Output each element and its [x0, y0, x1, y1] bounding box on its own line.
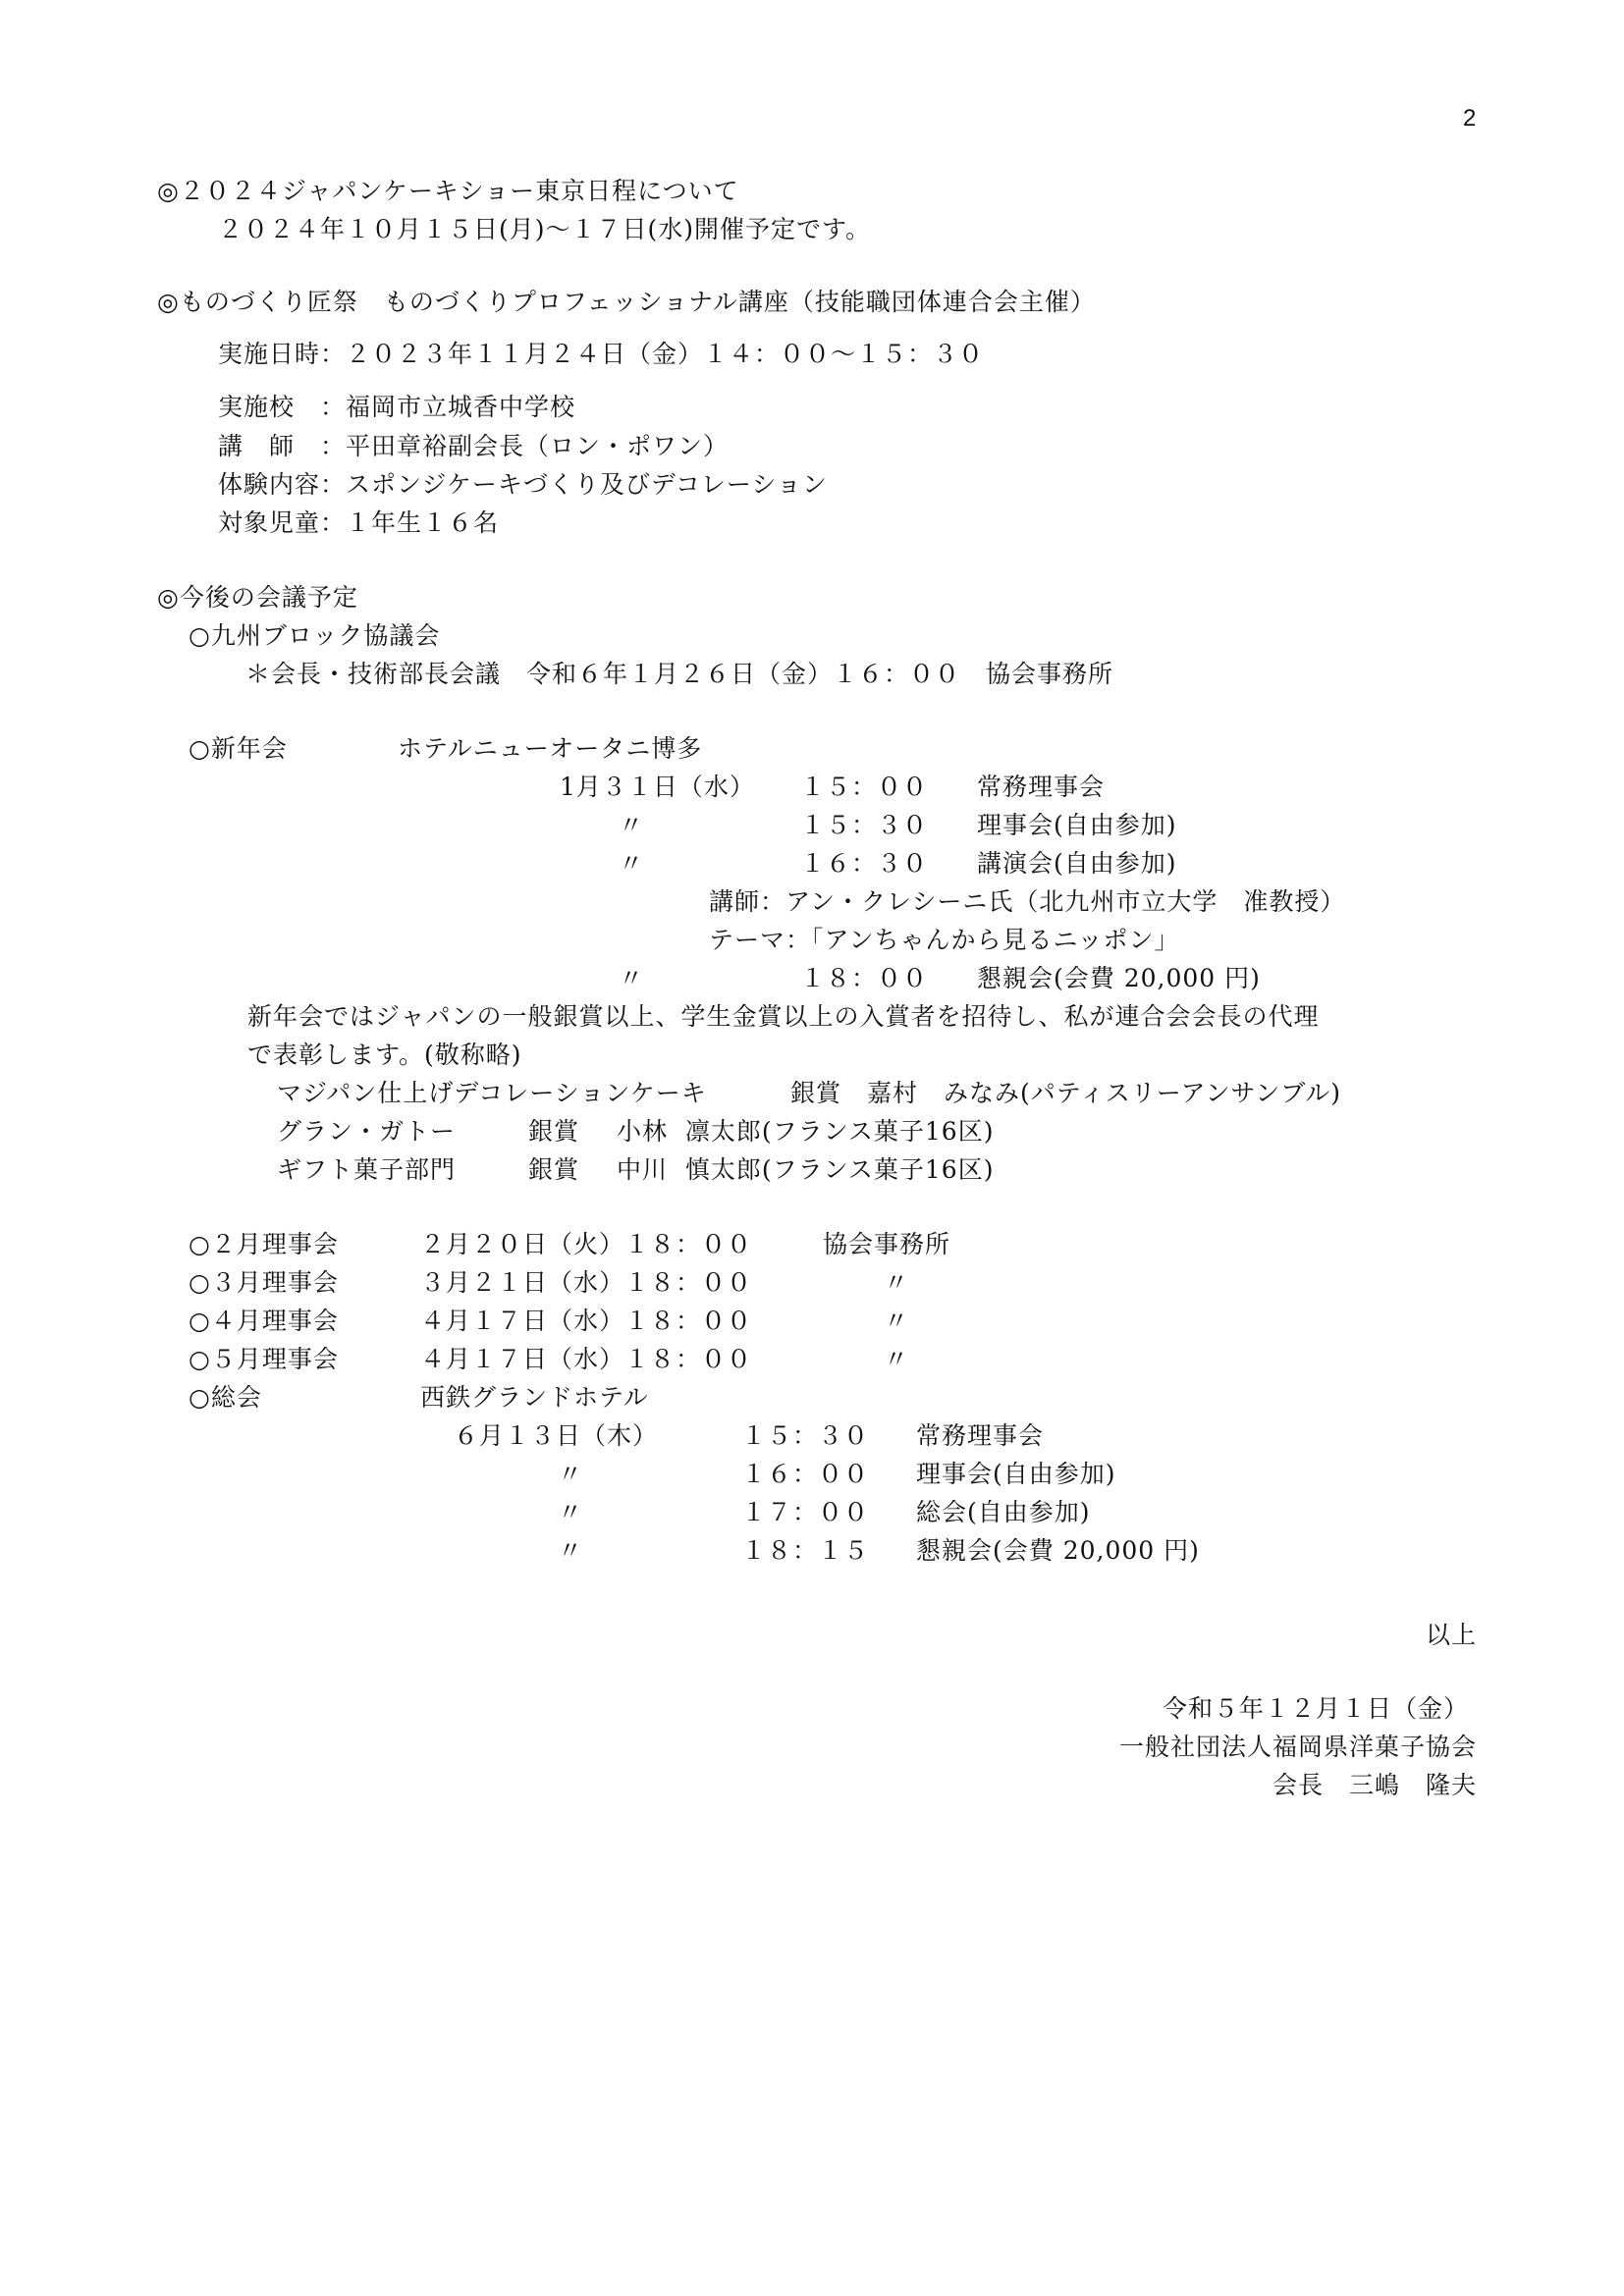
kyushu-item: ＊会長・技術部長会議 令和６年１月２６日（金）１６：００ 協会事務所 — [245, 660, 1114, 688]
schedule-date: 〃 — [558, 1460, 584, 1488]
schedule-time: １６：００ — [741, 1460, 870, 1488]
general-venue: 西鉄グランドホテル — [420, 1383, 649, 1412]
award-prize: 銀賞 — [528, 1155, 580, 1184]
schedule-date: 〃 — [619, 811, 645, 839]
award-category: ギフト菓子部門 — [277, 1155, 457, 1184]
board-name: ○３月理事会 — [189, 1268, 339, 1297]
schedule-time: １７：００ — [741, 1498, 870, 1526]
schedule-date: ６月１３日（木） — [454, 1421, 659, 1450]
board-date: ２月２０日（火）１８：００ — [420, 1230, 753, 1258]
schedule-date: 〃 — [558, 1498, 584, 1526]
schedule-time: １８：１５ — [741, 1536, 870, 1565]
page-number: 2 — [1463, 105, 1478, 132]
closing-date: 令和５年１２月１日（金） — [1162, 1694, 1469, 1723]
board-place: 〃 — [884, 1268, 910, 1297]
cake-show-detail: ２０２４年１０月１５日(月)～１７日(水)開催予定です。 — [218, 215, 872, 243]
general-title: ○総会 — [189, 1383, 262, 1412]
board-date: ４月１７日（水）１８：００ — [420, 1307, 753, 1335]
schedule-time: １８：００ — [800, 964, 929, 992]
schedule-event: 懇親会(会費 20,000 円) — [916, 1536, 1200, 1565]
speaker-line: 講師：アン・クレシーニ氏（北九州市立大学 准教授） — [709, 887, 1346, 916]
schedule-event: 懇親会(会費 20,000 円) — [977, 964, 1261, 992]
board-place: 〃 — [884, 1307, 910, 1335]
award-winner: 中川 慎太郎(フランス菓子16区) — [617, 1155, 995, 1184]
board-date: ３月２１日（水）１８：００ — [420, 1268, 753, 1297]
signatory: 会長 三嶋 隆夫 — [1272, 1771, 1477, 1799]
end-mark: 以上 — [1425, 1621, 1477, 1649]
award-prize: 銀賞 — [790, 1079, 842, 1107]
cake-show-heading: ◎２０２４ジャパンケーキショー東京日程について — [157, 177, 739, 205]
schedule-date: 1月３１日（水） — [560, 773, 755, 801]
new-year-note-line2: で表彰します。(敬称略) — [247, 1041, 522, 1069]
award-category: グラン・ガトー — [277, 1117, 457, 1146]
schedule-event: 常務理事会 — [977, 773, 1106, 801]
kyushu-title: ○九州ブロック協議会 — [189, 621, 441, 650]
new-year-note-line1: 新年会ではジャパンの一般銀賞以上、学生金賞以上の入賞者を招待し、私が連合会会長の代理 — [247, 1002, 1320, 1031]
schedule-time: １５：３０ — [741, 1421, 870, 1450]
award-winner: 嘉村 みなみ(パティスリーアンサンブル) — [867, 1079, 1342, 1107]
board-name: ○４月理事会 — [189, 1307, 339, 1335]
schedule-date: 〃 — [619, 849, 645, 878]
schedule-time: １５：３０ — [800, 811, 929, 839]
schedule-event: 理事会(自由参加) — [977, 811, 1177, 839]
monozukuri-content: 体験内容：スポンジケーキづくり及びデコレーション — [218, 470, 828, 499]
monozukuri-school: 実施校 ：福岡市立城香中学校 — [218, 393, 576, 421]
schedule-event: 総会(自由参加) — [916, 1498, 1091, 1526]
schedule-event: 理事会(自由参加) — [916, 1460, 1116, 1488]
award-winner: 小林 凛太郎(フランス菓子16区) — [617, 1117, 995, 1146]
schedule-event: 講演会(自由参加) — [977, 849, 1177, 878]
award-category: マジパン仕上げデコレーションケーキ — [277, 1079, 707, 1107]
board-name: ○２月理事会 — [189, 1230, 339, 1258]
monozukuri-lecturer: 講 師 ：平田章裕副会長（ロン・ポワン） — [218, 432, 730, 460]
theme-line: テーマ：「アンちゃんから見るニッポン」 — [709, 926, 1180, 954]
monozukuri-target: 対象児童：１年生１６名 — [218, 508, 500, 537]
board-place: 協会事務所 — [823, 1230, 951, 1258]
monozukuri-datetime: 実施日時：２０２３年１１月２４日（金）１４：００～１５：３０ — [218, 340, 985, 368]
monozukuri-heading: ◎ものづくり匠祭 ものづくりプロフェッショナル講座（技能職団体連合会主催） — [157, 288, 1096, 316]
schedule-event: 常務理事会 — [916, 1421, 1045, 1450]
new-year-title: ○新年会 — [189, 734, 288, 763]
new-year-venue: ホテルニューオータニ博多 — [398, 734, 703, 763]
board-date: ４月１７日（水）１８：００ — [420, 1345, 753, 1373]
schedule-time: １６：３０ — [800, 849, 929, 878]
organization-name: 一般社団法人福岡県洋菓子協会 — [1118, 1733, 1477, 1761]
award-prize: 銀賞 — [528, 1117, 580, 1146]
board-name: ○５月理事会 — [189, 1345, 339, 1373]
board-place: 〃 — [884, 1345, 910, 1373]
schedule-date: 〃 — [558, 1536, 584, 1565]
schedule-time: １５：００ — [800, 773, 929, 801]
schedule-date: 〃 — [619, 964, 645, 992]
meetings-heading: ◎今後の会議予定 — [157, 583, 358, 612]
